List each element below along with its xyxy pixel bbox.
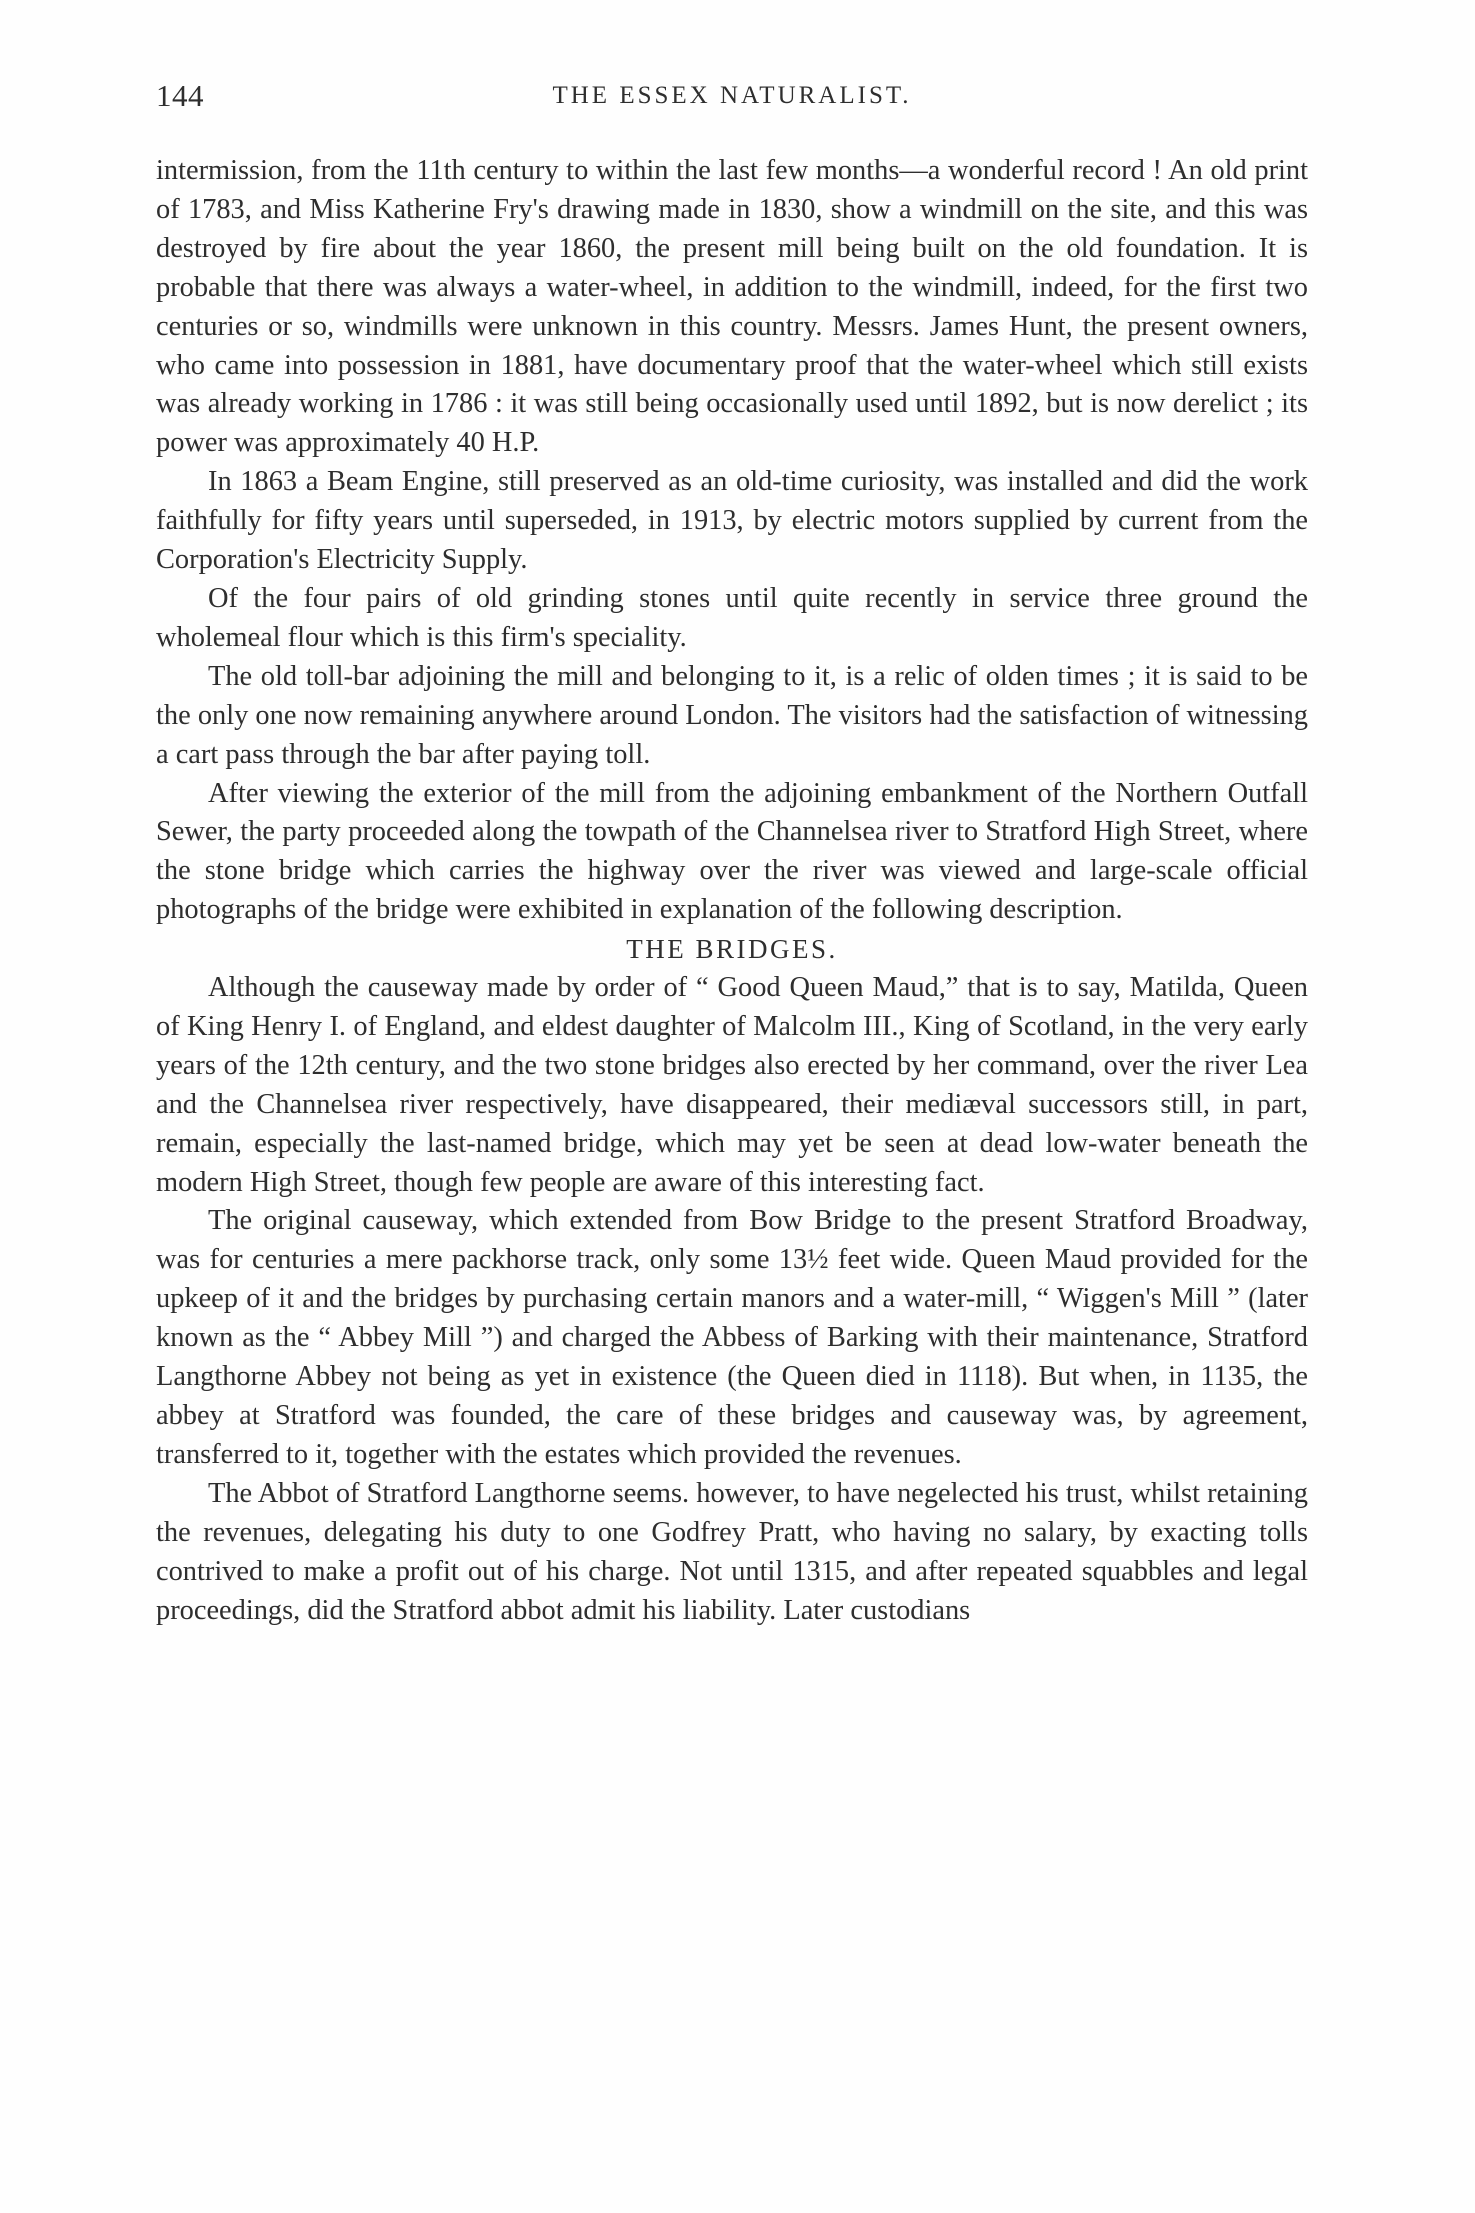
paragraph-continued: intermission, from the 11th century to within the last few months—a wonderful record ! An old print of 1783, and Miss Katherine Fry's drawing made in 1830, show a windmill on the site, and this was destroyed by fire about the year 1860, the present mill being built on the old foundation. It is probable that there was always a water-wheel, in addition to the windmill, indeed, for the first two centuries or so, windmills were unknown in this country. Messrs. James Hunt, the present owners, who came into possession in 1881, have documentary proof that the water-wheel which still exists was already working in 1786 : it was still being occasionally used until 1892, but is now derelict ; its power was approximately 40 H.P.	[156, 155, 1308, 459]
section-heading: THE BRIDGES.	[626, 934, 838, 965]
page-header	[156, 78, 1308, 124]
page-number: 144	[156, 78, 204, 113]
paragraph-mill-exterior: After viewing the exterior of the mill from the adjoining embankment of the Northern Outfall Sewer, the party proceeded along the towpath of the Channelsea river to Stratford High Street, where the stone bridge which carries the highway over the river was viewed and large-scale official photographs of the bridge were exhibited in explanation of the following description.	[156, 777, 1308, 926]
paragraph-beam-engine: In 1863 a Beam Engine, still preserved as an old-time curiosity, was installed and did the work faithfully for fifty years until superseded, in 1913, by electric motors supplied by current from the Corporation's Electricity Supply.	[156, 466, 1308, 576]
paragraph-grinding-stones: Of the four pairs of old grinding stones until quite recently in service three ground the wholemeal flour which is this firm's speciality.	[156, 582, 1308, 653]
paragraph-original-causeway: The original causeway, which extended from Bow Bridge to the present Stratford Broadway, was for centuries a mere packhorse track, only some 13½ feet wide. Queen Maud provided for the upkeep of it and the bridges by purchasing certain manors and a water-mill, “ Wiggen's Mill ” (later known as the “ Abbey Mill ”) and charged the Abbess of Barking with their maintenance, Stratford Langthorne Abbey not being as yet in existence (the Queen died in 1118). But when, in 1135, the abbey at Stratford was founded, the care of these bridges and causeway was, by agreement, transferred to it, together with the estates which provided the revenues.	[156, 1205, 1308, 1470]
paragraph-causeway-history: Although the causeway made by order of “ Good Queen Maud,” that is to say, Matilda, Queen of King Henry I. of England, and eldest daughter of Malcolm III., King of Scotland, in the very early years of the 12th century, and the two stone bridges also erected by her command, over the river Lea and the Channelsea river respectively, have disappeared, their mediæval successors still, in part, remain, especially the last-named bridge, which may yet be seen at dead low-water beneath the modern High Street, though few people are aware of this interesting fact.	[156, 972, 1308, 1198]
paragraph-toll-bar: The old toll-bar adjoining the mill and belonging to it, is a relic of olden times ; it is said to be the only one now remaining anywhere around London. The visitors had the satisfaction of witnessing a cart pass through the bar after paying toll.	[156, 660, 1308, 770]
running-title: THE ESSEX NATURALIST.	[552, 82, 912, 109]
body-text	[156, 152, 1308, 1630]
paragraph-abbot: The Abbot of Stratford Langthorne seems. however, to have negelected his trust, whilst retaining the revenues, delegating his duty to one Godfrey Pratt, who having no salary, by exacting tolls contrived to make a profit out of his charge. Not until 1315, and after repeated squabbles and legal proceedings, did the Stratford abbot admit his liability. Later custodians	[156, 1477, 1308, 1626]
